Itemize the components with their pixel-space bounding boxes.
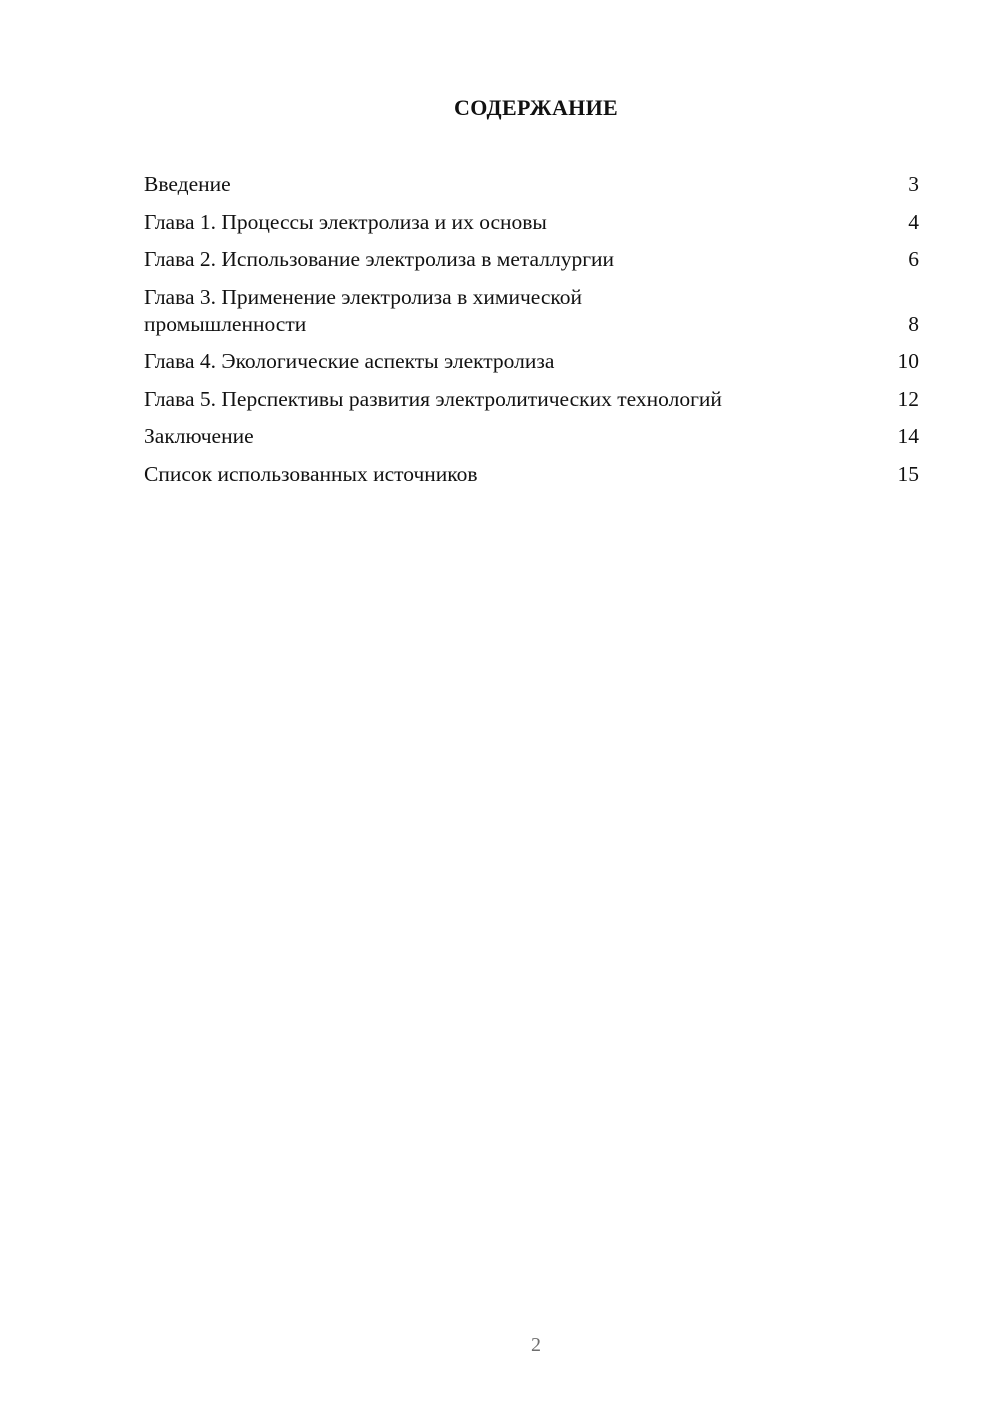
toc-entry-title: Глава 4. Экологические аспекты электролиза (144, 349, 555, 373)
toc-entry-title: Глава 2. Использование электролиза в металлургии (144, 247, 615, 271)
toc-entry-page: 4 (908, 209, 919, 234)
toc-entry-title: Введение (144, 172, 231, 196)
toc-entry-page: 3 (908, 172, 919, 196)
toc-entry-chapter-2 (144, 246, 919, 273)
toc-entry-page: 14 (897, 424, 919, 448)
toc-entry-page: 6 (908, 247, 919, 271)
toc-entry-references (144, 461, 919, 488)
toc-entry-page: 10 (897, 349, 919, 373)
toc-entry-title: Список использованных источников (144, 461, 478, 486)
toc-entry-page: 15 (897, 461, 919, 486)
page-number: 2 (531, 1334, 541, 1356)
toc-entry-title: Глава 3. Применение электролиза в химической промышленности (144, 284, 583, 336)
toc-entry-page: 8 (908, 311, 919, 336)
table-of-contents (144, 171, 919, 498)
toc-entry-chapter-3 (144, 284, 919, 338)
toc-entry-introduction (144, 171, 919, 198)
toc-entry-conclusion (144, 423, 919, 450)
toc-entry-chapter-4 (144, 348, 919, 375)
toc-entry-title: Глава 5. Перспективы развития электролитических технологий (144, 386, 722, 411)
toc-entry-chapter-1 (144, 209, 919, 236)
toc-entry-page: 12 (897, 386, 919, 411)
toc-entry-title: Заключение (144, 424, 254, 448)
toc-entry-chapter-5 (144, 386, 919, 413)
page-title: СОДЕРЖАНИЕ (454, 95, 618, 120)
toc-entry-title: Глава 1. Процессы электролиза и их основы (144, 209, 547, 234)
